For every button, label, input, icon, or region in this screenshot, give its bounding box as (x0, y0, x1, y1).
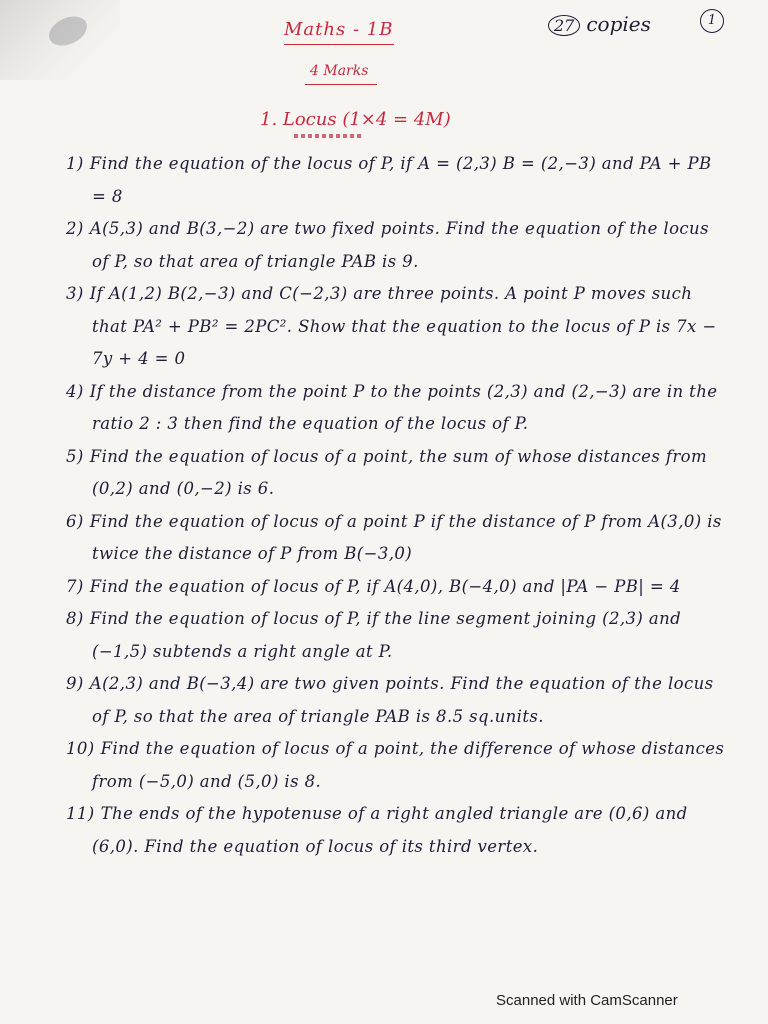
copies-number: 27 (548, 15, 580, 36)
page-number: 1 (700, 9, 724, 33)
subject-underline (284, 44, 394, 45)
copies-label: copies (586, 12, 651, 36)
question-1 (66, 148, 726, 213)
question-text: A(5,3) and B(3,−2) are two fixed points. Find the equation of the locus of P, so that area of triangle PAB is 9. (89, 219, 709, 271)
scanner-watermark: Scanned with CamScanner (496, 992, 678, 1009)
question-text: Find the equation of locus of a point, the sum of whose distances from (0,2) and (0,−2) is 6. (89, 446, 708, 498)
question-number: 6) (66, 511, 84, 531)
question-number: 4) (66, 381, 84, 401)
question-text: A(2,3) and B(−3,4) are two given points. Find the equation of the locus of P, so that the area of triangle PAB is 8.5 sq.units. (89, 674, 714, 726)
question-7 (66, 571, 726, 604)
question-number: 9) (66, 674, 84, 693)
question-10 (66, 733, 726, 798)
question-text: Find the equation of locus of P, if A(4,0), B(−4,0) and |PA − PB| = 4 (89, 576, 681, 596)
subject-title: Maths - 1B (284, 19, 394, 40)
marks-underline (305, 84, 377, 85)
question-text: Find the equation of locus of a point P if the distance of P from A(3,0) is twice the distance of P from B(−3,0) (89, 511, 722, 563)
question-number: 2) (66, 219, 84, 238)
question-9 (66, 668, 726, 733)
question-text: Find the equation of locus of P, if the line segment joining (2,3) and (−1,5) subtends a right angle at P. (89, 609, 682, 661)
question-number: 10) (66, 739, 95, 758)
question-8 (66, 603, 726, 668)
question-6 (66, 506, 726, 571)
question-number: 1) (66, 154, 84, 173)
question-text: Find the equation of the locus of P, if A = (2,3) B = (2,−3) and PA + PB = 8 (89, 154, 712, 206)
topic-heading: 1. Locus (1×4 = 4M) (260, 109, 451, 130)
question-11 (66, 798, 726, 863)
question-5 (66, 441, 726, 506)
question-list (66, 148, 726, 863)
question-number: 7) (66, 576, 84, 596)
question-text: If A(1,2) B(2,−3) and C(−2,3) are three points. A point P moves such that PA² + PB² = 2PC². Show that the equation to the locus of P is 7x − 7y + 4 = 0 (89, 284, 717, 368)
question-number: 8) (66, 609, 84, 628)
question-text: Find the equation of locus of a point, the difference of whose distances from (−5,0) and (5,0) is 8. (92, 739, 725, 791)
question-number: 5) (66, 446, 84, 466)
question-text: If the distance from the point P to the points (2,3) and (2,−3) are in the ratio 2 : 3 then find the equation of the locus of P. (89, 381, 718, 433)
question-number: 11) (66, 804, 95, 823)
question-4 (66, 376, 726, 441)
topic-wavy-underline (294, 134, 364, 138)
question-text: The ends of the hypotenuse of a right angled triangle are (0,6) and (6,0). Find the equation of locus of its third vertex. (92, 804, 688, 856)
marks-heading: 4 Marks (310, 63, 369, 79)
question-number: 3) (66, 284, 84, 303)
copies-note (548, 12, 651, 36)
question-3 (66, 278, 726, 376)
question-2 (66, 213, 726, 278)
